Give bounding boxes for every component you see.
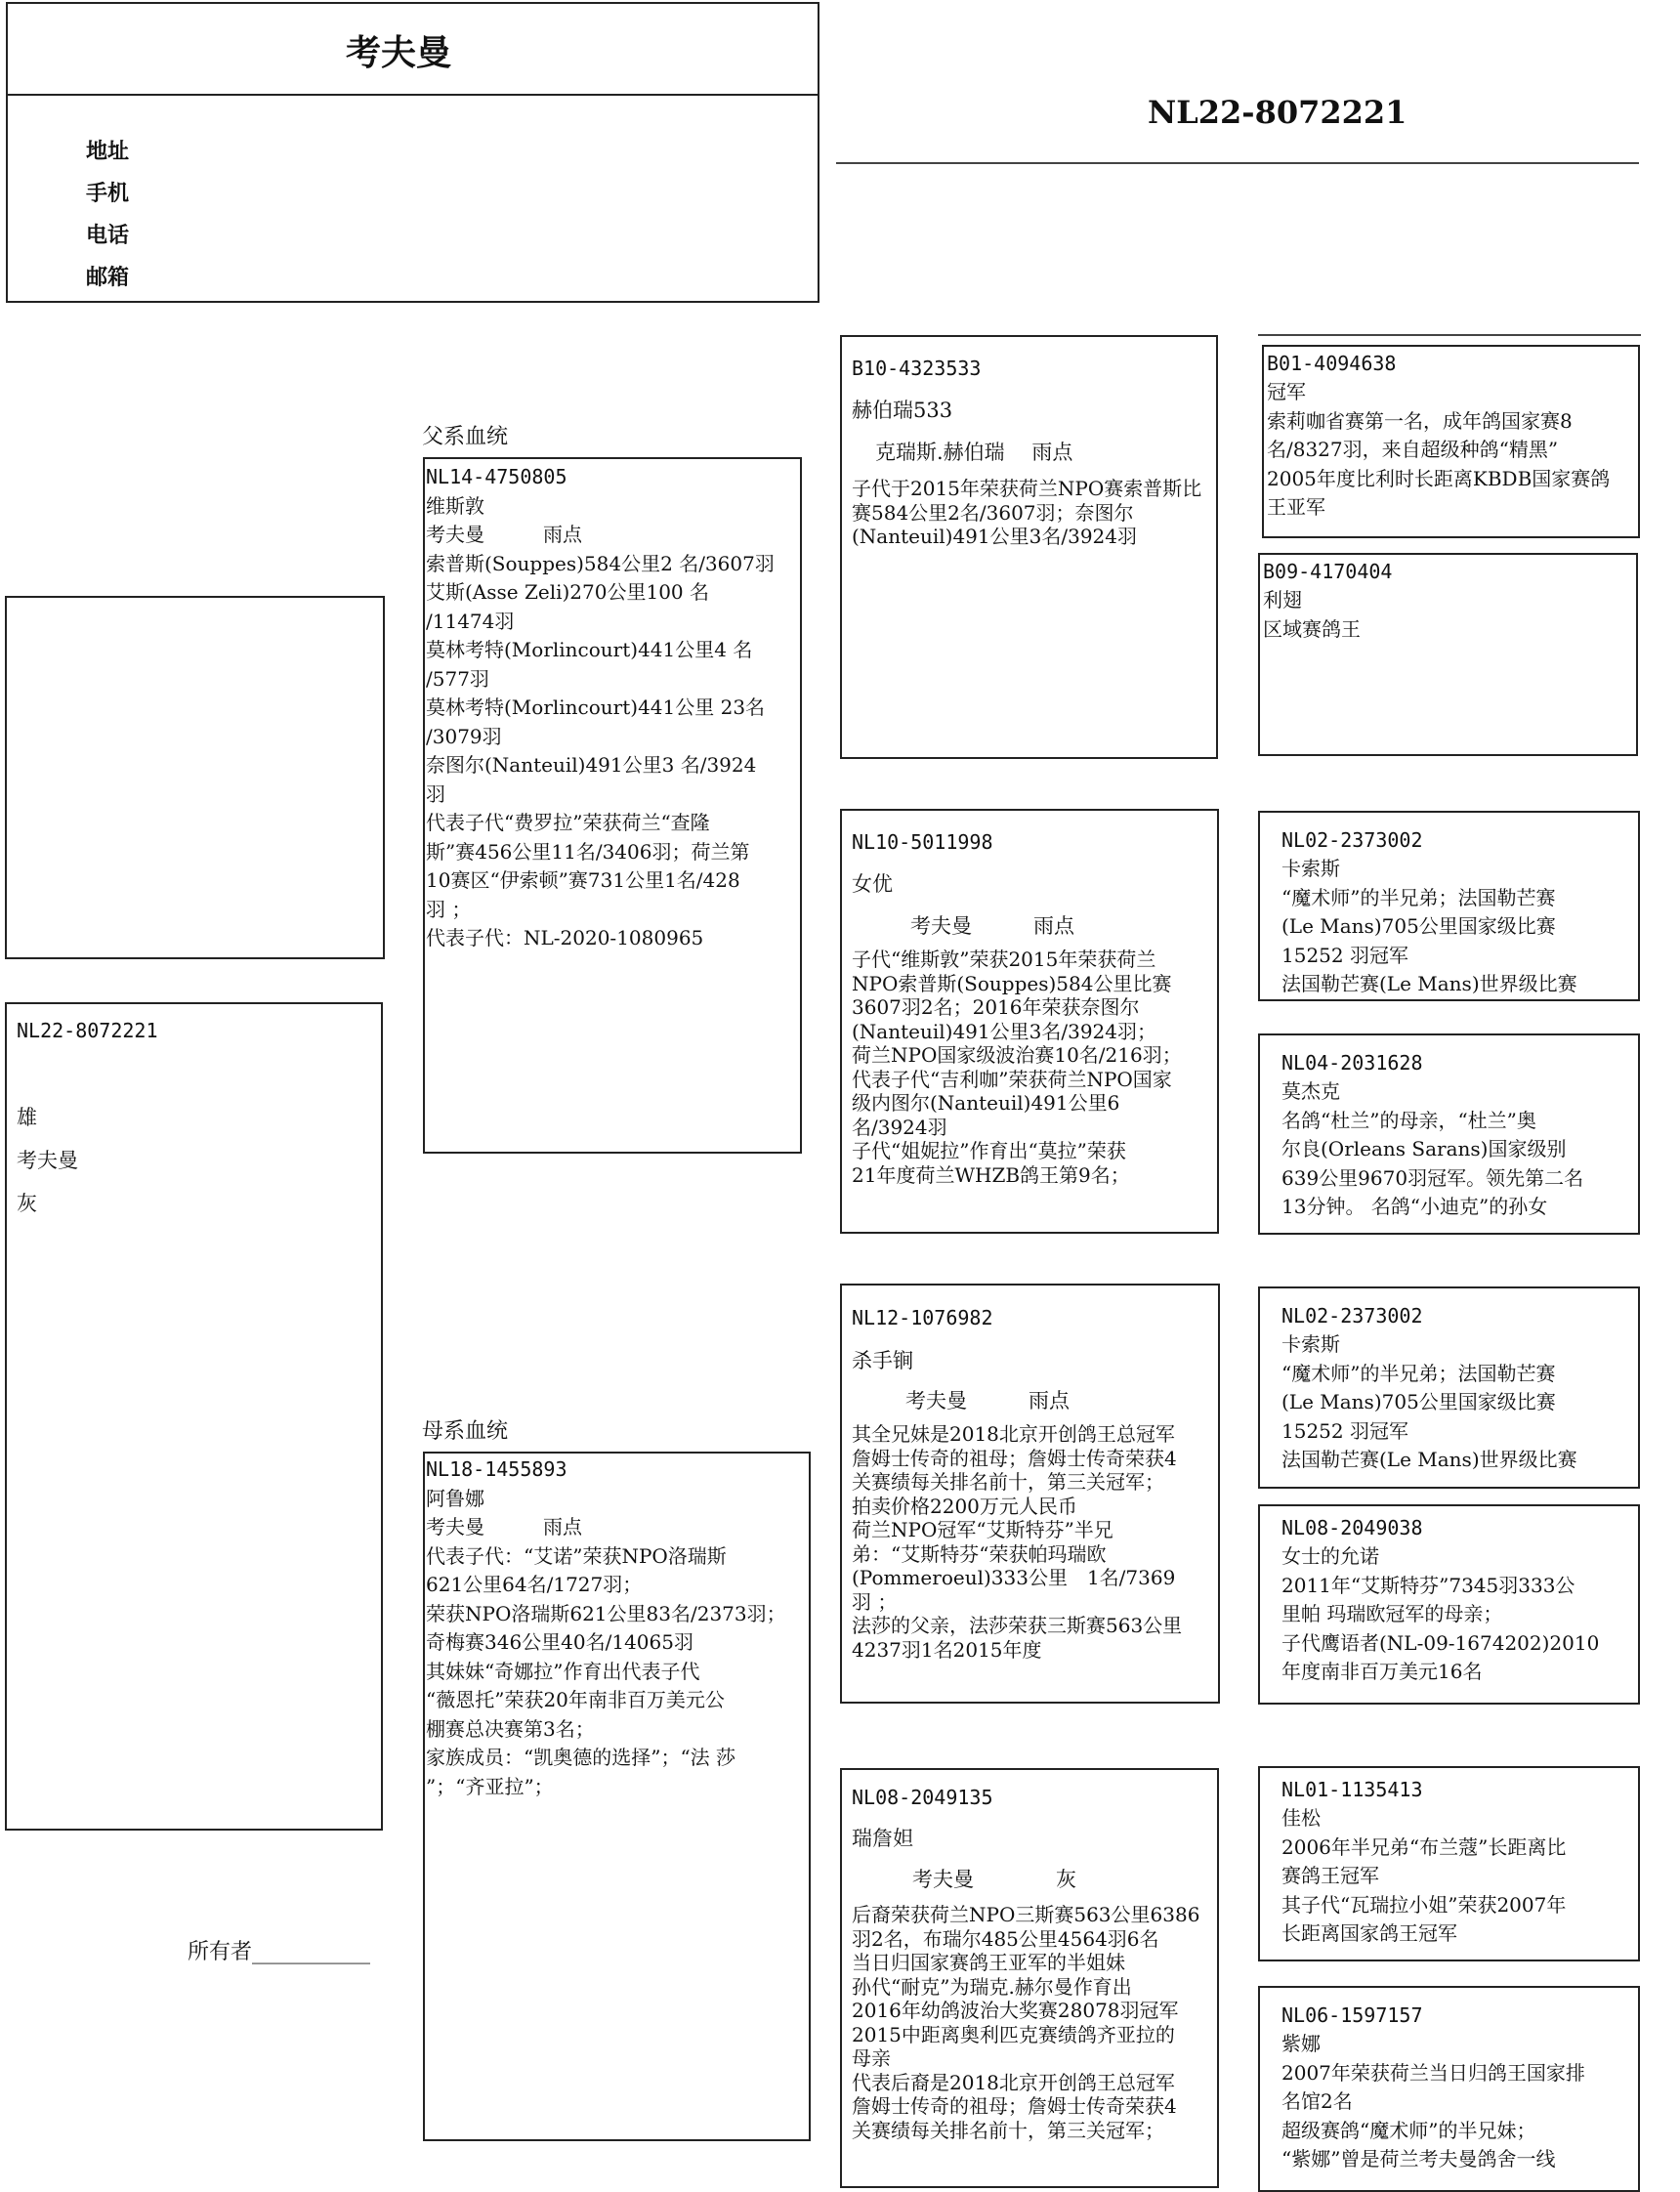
ggp-text: 紫娜 2007年荣获荷兰当日归鸽王国家排 名馆2名 超级赛鸽“魔术师”的半兄妹； “紫娜”曾是荷兰考夫曼鸽舍一线	[1281, 2032, 1585, 2171]
ggp-ring: NL04-2031628	[1281, 1051, 1423, 1075]
dam-text	[426, 1455, 786, 1801]
sire-note: /577羽	[426, 666, 489, 691]
address-label: 地址	[86, 140, 130, 164]
sire-note: 羽	[426, 781, 445, 806]
sire-box	[423, 457, 802, 1154]
sire-line: 考夫曼 雨点	[426, 523, 582, 546]
sire-note: 莫林考特(Morlincourt)441公里4 名	[426, 638, 753, 661]
great-grandparent-box	[1258, 1286, 1640, 1489]
sire-note: /3079羽	[426, 724, 502, 748]
header-divider	[8, 94, 818, 96]
sire-note: 莫林考特(Morlincourt)441公里 23名	[426, 696, 766, 719]
ggp-text: 卡索斯 “魔术师”的半兄弟；法国勒芒赛 (Le Mans)705公里国家级比赛 15252 羽冠军 法国勒芒赛(Le Mans)世界级比赛	[1281, 857, 1577, 995]
dam-note: 荣获NPO洛瑞斯621公里83名/2373羽；	[426, 1601, 786, 1625]
gp-name: 杀手锏	[852, 1349, 913, 1372]
mobile-label: 手机	[86, 182, 130, 206]
gp-line: 考夫曼 雨点	[905, 1389, 1070, 1412]
sire-note: 奈图尔(Nanteuil)491公里3 名/3924	[426, 753, 757, 777]
gp-ring: NL08-2049135	[852, 1786, 993, 1809]
subject-box	[5, 1002, 383, 1831]
subject-line: 考夫曼	[17, 1149, 78, 1172]
subject-ring: NL22-8072221	[17, 1019, 158, 1042]
gp-notes: 后裔荣获荷兰NPO三斯赛563公里6386 羽2名，布瑞尔485公里4564羽6名 当日归国家赛鸽王亚军的半姐妹 孙代“耐克”为瑞克.赫尔曼作育出 2016年幼鸽波治大奖赛28078羽冠军 2015中距离奥利匹克赛绩鸽齐亚拉的 母亲 代表后裔是2018北京开创鸽王总冠军 詹姆士传奇的祖母；詹姆士传奇荣获4 关赛绩每关排名前十，第三关冠军；	[852, 1903, 1200, 2142]
sire-note: 10赛区“伊索顿”赛731公里1名/428	[426, 868, 740, 892]
sire-note: 代表子代“费罗拉”荣获荷兰“查隆	[426, 811, 710, 834]
gp-notes: 子代“维斯敦”荣获2015年荣获荷兰 NPO索普斯(Souppes)584公里比赛 3607羽2名；2016年荣获奈图尔 (Nanteuil)491公里3名/3924羽； 荷兰NPO国家级波治赛10名/216羽； 代表子代“吉利咖”荣获荷兰NPO国家 级内图尔(Nanteuil)491公里6 名/3924羽 子代“姐妮拉”作育出“莫拉”荣获 21年度荷兰WHZB鸽王第9名；	[852, 948, 1182, 1187]
dam-box	[423, 1452, 811, 2141]
great-grandparent-box	[1258, 1986, 1640, 2192]
gp-name: 赫伯瑞533	[852, 399, 953, 422]
phone-label: 电话	[86, 224, 130, 248]
dam-note: 棚赛总决赛第3名；	[426, 1716, 595, 1741]
great-grandparent-box	[1258, 1033, 1640, 1235]
subject-sex: 雄	[17, 1106, 37, 1129]
sire-note: 艾斯(Asse Zeli)270公里100 名	[426, 580, 709, 604]
ggp-ring: NL08-2049038	[1281, 1516, 1423, 1539]
gp-line: 考夫曼 灰	[912, 1868, 1076, 1891]
ggp-text: 卡索斯 “魔术师”的半兄弟；法国勒芒赛 (Le Mans)705公里国家级比赛 15252 羽冠军 法国勒芒赛(Le Mans)世界级比赛	[1281, 1332, 1577, 1471]
header-box	[6, 2, 819, 303]
top-right-rule	[1258, 334, 1641, 336]
gp-line: 克瑞斯.赫伯瑞 雨点	[875, 441, 1073, 464]
sire-text	[426, 463, 775, 953]
gp-name: 女优	[852, 872, 893, 896]
ggp-text: 莫杰克 名鸽“杜兰”的母亲，“杜兰”奥 尔良(Orleans Sarans)国家级别 639公里9670羽冠军。领先第二名 13分钟。 名鸽“小迪克”的孙女	[1281, 1079, 1584, 1218]
ggp-ring: NL02-2373002	[1281, 1304, 1423, 1328]
sire-note: 索普斯(Souppes)584公里2 名/3607羽	[426, 551, 775, 575]
great-grandparent-box	[1258, 1766, 1640, 1961]
ggp-ring: NL06-1597157	[1281, 2003, 1423, 2027]
dam-note: 家族成员：“凯奥德的选择”；“法 莎	[426, 1746, 736, 1769]
header-ring-number: NL22-8072221	[1148, 94, 1407, 131]
ggp-text: 冠军 索莉咖省赛第一名，成年鸽国家赛8 名/8327羽，来自超级种鸽“精黑” 2005年度比利时长距离KBDB国家赛鸽 王亚军	[1267, 380, 1611, 519]
gp-line: 考夫曼 雨点	[910, 914, 1074, 938]
dam-ring: NL18-1455893	[426, 1457, 567, 1481]
owner-label: 所有者___________	[188, 1940, 371, 1964]
ggp-ring: B01-4094638	[1267, 352, 1397, 375]
great-grandparent-box	[1258, 1504, 1640, 1705]
loft-name: 考夫曼	[345, 32, 451, 73]
great-grandparent-box	[1258, 811, 1640, 1001]
ggp-ring: B09-4170404	[1263, 560, 1393, 583]
subject-color: 灰	[17, 1192, 37, 1215]
grandsire-dam-box	[840, 1284, 1220, 1704]
grandsire-sire-box	[840, 335, 1218, 759]
ggp-text: 利翅 区域赛鸽王	[1263, 588, 1361, 641]
granddam-sire-box	[840, 809, 1219, 1234]
sire-name: 维斯敦	[426, 493, 484, 518]
granddam-dam-box	[840, 1768, 1219, 2188]
dam-section-title: 母系血统	[422, 1419, 509, 1444]
dam-note: 621公里64名/1727羽；	[426, 1573, 643, 1596]
great-grandparent-box	[1258, 553, 1638, 756]
dam-note: 奇梅赛346公里40名/14065羽	[426, 1630, 693, 1654]
dam-note: 代表子代：“艾诺”荣获NPO洛瑞斯	[426, 1543, 727, 1568]
ggp-ring: NL02-2373002	[1281, 828, 1423, 852]
dam-name: 阿鲁娜	[426, 1486, 484, 1510]
sire-note: 羽 ；	[426, 897, 472, 921]
dam-note: ”；“齐亚拉”；	[426, 1774, 554, 1798]
email-label: 邮箱	[86, 266, 130, 290]
dam-note: “薇恩托”荣获20年南非百万美元公	[426, 1688, 725, 1711]
great-grandparent-box	[1262, 345, 1640, 538]
ggp-ring: NL01-1135413	[1281, 1778, 1423, 1801]
gp-ring: NL10-5011998	[852, 830, 993, 854]
gp-ring: NL12-1076982	[852, 1306, 993, 1329]
gp-notes: 子代于2015年荣获荷兰NPO赛索普斯比 赛584公里2名/3607羽；奈图尔 (Nanteuil)491公里3名/3924羽	[852, 477, 1202, 548]
dam-note: 其妹妹“奇娜拉”作育出代表子代	[426, 1659, 700, 1683]
ggp-text: 女士的允诺 2011年“艾斯特芬”7345羽333公 里帕 玛瑞欧冠军的母亲； 子代鹰语者(NL-09-1674202)2010 年度南非百万美元16名	[1281, 1544, 1600, 1683]
gp-ring: B10-4323533	[852, 357, 982, 380]
sire-ring: NL14-4750805	[426, 465, 567, 488]
ggp-text: 佳松 2006年半兄弟“布兰蔻”长距离比 赛鸽王冠军 其子代“瓦瑞拉小姐”荣获2007年 长距离国家鸽王冠军	[1281, 1806, 1567, 1945]
sire-note: 代表子代：NL-2020-1080965	[426, 926, 704, 949]
sire-section-title: 父系血统	[422, 425, 509, 449]
photo-box	[5, 596, 385, 959]
sire-note: /11474羽	[426, 609, 515, 633]
dam-line: 考夫曼 雨点	[426, 1515, 582, 1539]
gp-name: 瑞詹妲	[852, 1827, 913, 1850]
sire-note: 斯”赛456公里11名/3406羽；荷兰第	[426, 839, 750, 864]
gp-notes: 其全兄妹是2018北京开创鸽王总冠军 詹姆士传奇的祖母；詹姆士传奇荣获4 关赛绩每关排名前十，第三关冠军； 拍卖价格2200万元人民币 荷兰NPO冠军“艾斯特芬”半兄 弟：“艾斯特芬“荣获帕玛瑞欧 (Pommeroeul)333公里 1名/7369 羽 ； 法莎的父亲，法莎荣获三斯赛563公里 4237羽1名2015年度	[852, 1422, 1183, 1662]
header-underline	[836, 162, 1639, 164]
